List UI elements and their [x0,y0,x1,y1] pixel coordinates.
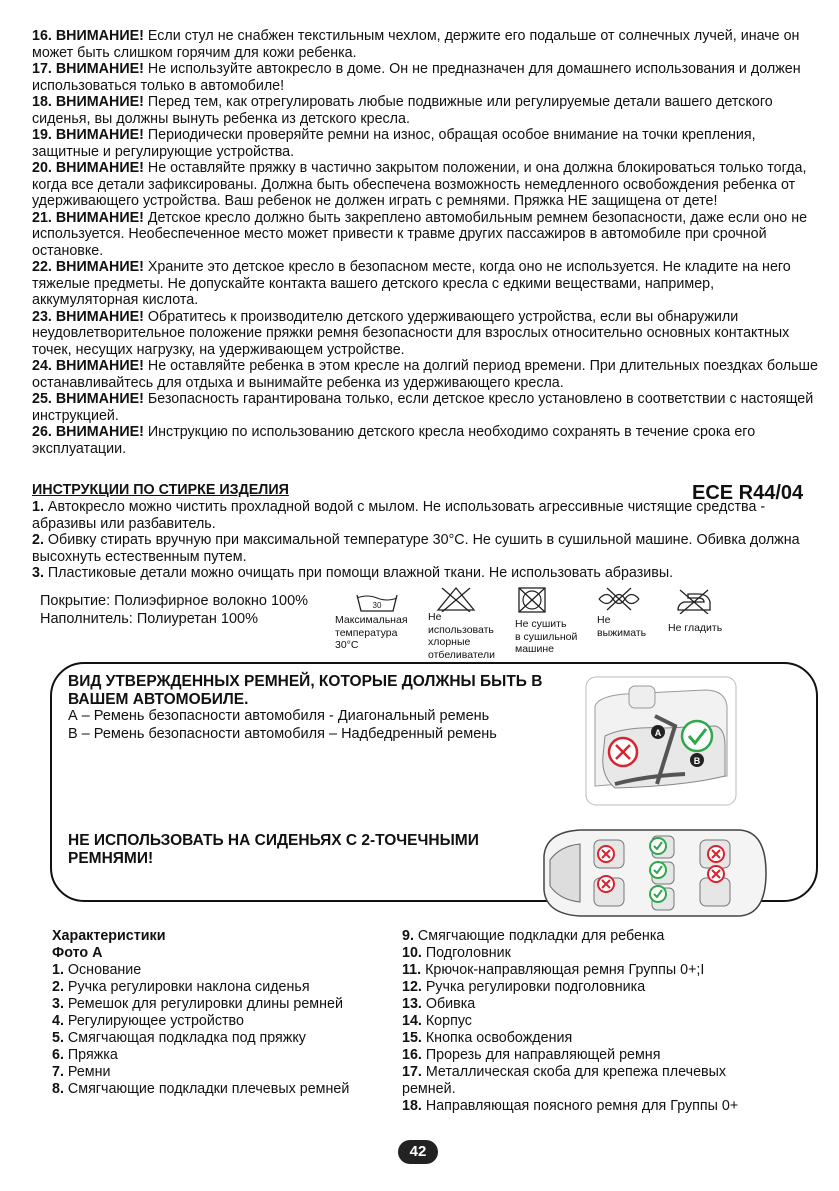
no-bleach-icon [434,586,478,612]
warning-item: 25. ВНИМАНИЕ! Безопасность гарантирована только, если детское кресло установлено в соответствии с настоящей инструкцией. [32,391,814,424]
feature-item: 15. Кнопка освобождения [402,1030,573,1046]
warning-item: 24. ВНИМАНИЕ! Не оставляйте ребенка в этом кресле на долгий период времени. При длительных поездках больше останавливайтесь для отдыха и вынимайте ребенка из удерживающего кресла. [32,358,818,391]
warning-item: 16. ВНИМАНИЕ! Если стул не снабжен текстильным чехлом, держите его подальше от солнечных лучей, иначе он может быть слишком горячим для кожи ребенка. [32,28,800,61]
feature-item: 10. Подголовник [402,945,511,961]
feature-item: 1. Основание [52,962,142,978]
wash-temp-value: 30 [372,601,382,610]
ece-standard-label: ECE R44/04 [692,482,804,504]
features-title: Характеристики [52,928,166,944]
cover-material: Покрытие: Полиэфирное волокно 100% [40,593,309,609]
feature-item: 18. Направляющая поясного ремня для Группы 0+ [402,1098,739,1114]
feature-item: 6. Пряжка [52,1047,118,1063]
no-wring-icon [597,586,641,612]
features-subtitle: Фото А [52,945,103,961]
marker-a-label: A [654,728,662,738]
warning-item: 17. ВНИМАНИЕ! Не используйте автокресло в доме. Он не предназначен для домашнего использования и должен использоваться только в автомобиле! [32,61,801,94]
filler-material: Наполнитель: Полиуретан 100% [40,611,258,627]
features-left-column [52,928,392,1098]
feature-item: 16. Прорезь для направляющей ремня [402,1047,661,1063]
feature-item: 9. Смягчающие подкладки для ребенка [402,928,665,944]
no-two-point-belt-warning: НЕ ИСПОЛЬЗОВАТЬ НА СИДЕНЬЯХ С 2-ТОЧЕЧНЫМИ РЕМНЯМИ! [68,832,479,867]
correct-icon [682,721,712,751]
feature-item: 7. Ремни [52,1064,111,1080]
vehicle-seating-diagram [540,826,770,920]
wash-instructions [32,499,822,582]
materials [40,592,308,628]
feature-item: 11. Крючок-направляющая ремня Группы 0+;I [402,962,705,978]
wash-item: 1. Автокресло можно чистить прохладной водой с мылом. Не использовать агрессивные чистящие средства - абразивы или разбавитель. [32,499,766,532]
marker-b-label: B [693,756,701,766]
feature-item: 5. Смягчающая подкладка под пряжку [52,1030,306,1046]
feature-item: 17. Металлическая скоба для крепежа плечевых ремней. [402,1064,727,1097]
belt-type-b: В – Ремень безопасности автомобиля – Надбедренный ремень [68,726,497,742]
care-symbol-no-bleach: Не использовать хлорные отбеливатели [428,586,495,661]
warning-item: 21. ВНИМАНИЕ! Детское кресло должно быть закреплено автомобильным ремнем безопасности, даже если оно не используется. Необеспеченное место может привести к травме других пассажиров в автомобиле при срочной остановке. [32,209,808,259]
page-number: 42 [398,1140,438,1164]
approved-belts-title: ВИД УТВЕРЖДЕННЫХ РЕМНЕЙ, КОТОРЫЕ ДОЛЖНЫ БЫТЬ В ВАШЕМ АВТОМОБИЛЕ. [68,673,543,708]
care-symbol-no-iron: Не гладить [668,588,722,635]
warning-item: 18. ВНИМАНИЕ! Перед тем, как отрегулировать любые подвижные или регулируемые детали вашего детского сиденья, вы должны вынуть ребенка из детского кресла. [32,94,773,127]
car-seat-belt-illustration [585,676,737,806]
feature-item: 2. Ручка регулировки наклона сиденья [52,979,310,995]
care-symbol-max-temp: 30 Максимальная температура 30°C [335,592,408,652]
warning-item: 26. ВНИМАНИЕ! Инструкцию по использованию детского кресла необходимо сохранять в течение срока его эксплуатации. [32,424,756,457]
no-tumble-dry-icon [517,586,547,614]
features-right-column [402,928,802,1115]
feature-item: 4. Регулирующее устройство [52,1013,244,1029]
warnings-list [32,28,822,457]
feature-item: 14. Корпус [402,1013,472,1029]
care-symbol-no-tumble-dry: Не сушить в сушильной машине [515,586,577,656]
no-iron-icon [674,588,714,614]
feature-item: 8. Смягчающие подкладки плечевых ремней [52,1081,350,1097]
wash-item: 2. Обивку стирать вручную при максимальной температуре 30°C. Не сушить в сушильной машине. Обивка должна высохнуть естественным путем. [32,532,800,565]
wash-section-title: ИНСТРУКЦИИ ПО СТИРКЕ ИЗДЕЛИЯ [32,482,289,498]
belt-type-a: А – Ремень безопасности автомобиля - Диагональный ремень [68,708,490,724]
care-symbol-no-wring: Не выжимать [597,586,646,639]
feature-item: 3. Ремешок для регулировки длины ремней [52,996,343,1012]
warning-item: 23. ВНИМАНИЕ! Обратитесь к производителю детского удерживающего устройства, если вы обнаружили неудовлетворительное положение пряжки ремня безопасности для взрослых относительно основных контактных точек, несущих нагрузку, на удерживающем устройстве. [32,308,790,358]
warning-item: 20. ВНИМАНИЕ! Не оставляйте пряжку в частично закрытом положении, и она должна блокироваться только тогда, когда все детали зафиксированы. Должна быть обеспечена возможность немедленного освобождения ребенка от удерживающего устройства. Ваш ребенок не должен играть с ремнями. Пряжка НЕ защищена от дете! [32,160,807,209]
feature-item: 13. Обивка [402,996,476,1012]
wash-30-icon [355,592,399,614]
warning-item: 22. ВНИМАНИЕ! Храните это детское кресло в безопасном месте, когда оно не используется. Не кладите на него тяжелые предметы. Не допускайте контакта вашего детского кресла с едкими веществами, например, аккумуляторная кислота. [32,259,791,308]
wash-item: 3. Пластиковые детали можно очищать при помощи влажной ткани. Не использовать абразивы. [32,565,674,581]
warning-item: 19. ВНИМАНИЕ! Периодически проверяйте ремни на износ, обращая особое внимание на точки крепления, защитные и регулирующие устройства. [32,127,756,160]
feature-item: 12. Ручка регулировки подголовника [402,979,646,995]
